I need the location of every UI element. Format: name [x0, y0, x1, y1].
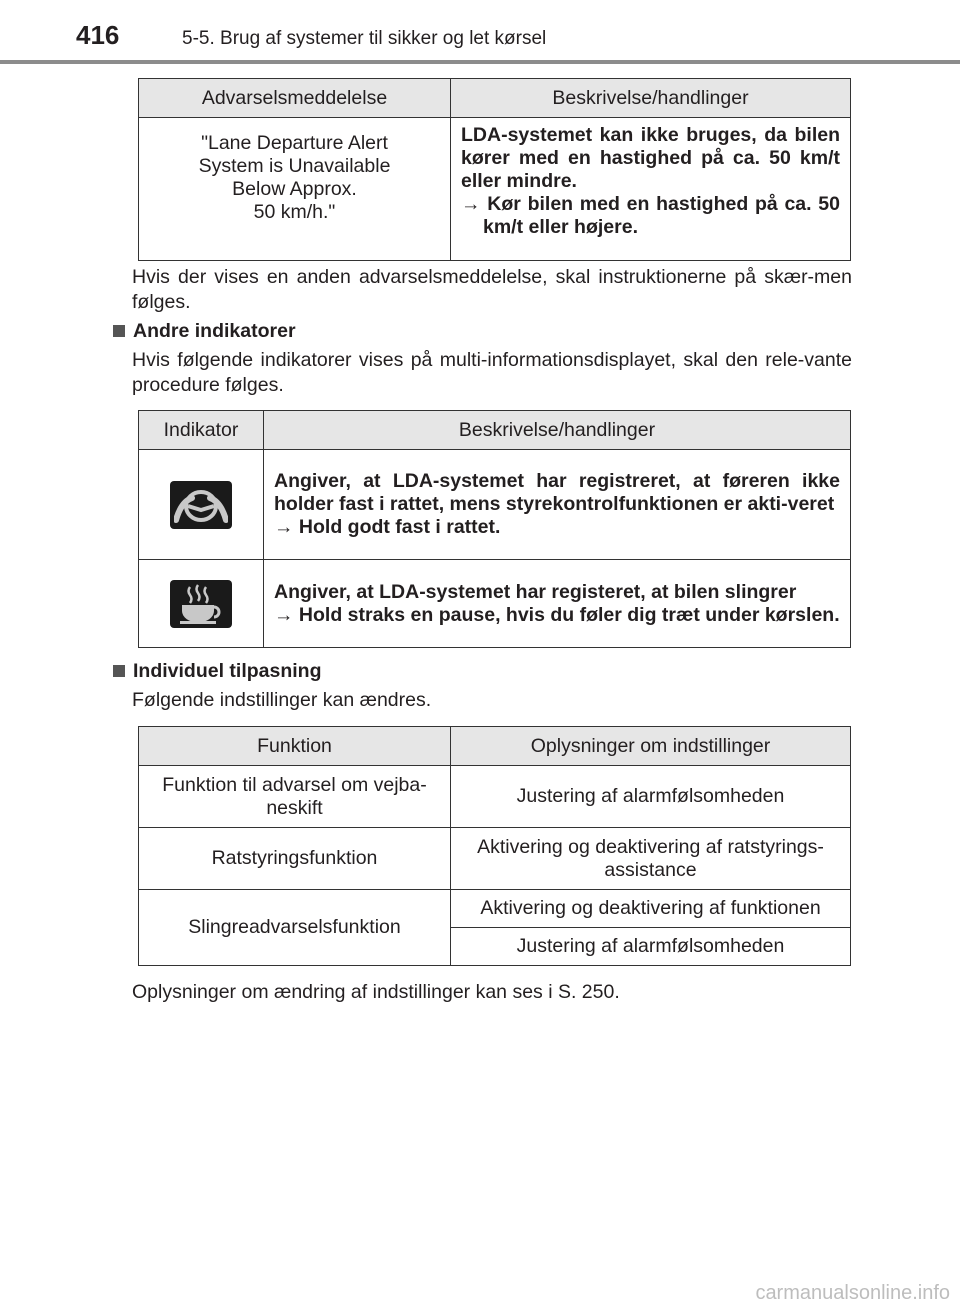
- description-text: Angiver, at LDA-systemet har registeret, at bilen slingrer: [274, 580, 797, 603]
- chapter-title: 5-5. Brug af systemer til sikker og let kørsel: [182, 28, 547, 49]
- action-line: [274, 516, 840, 539]
- col-header-indicator: Indikator: [139, 411, 264, 450]
- setting-line: assistance: [604, 858, 697, 881]
- table-row: [139, 450, 851, 560]
- header-rule: [0, 60, 960, 64]
- function-cell: Ratstyringsfunktion: [139, 828, 451, 890]
- table-row: [139, 890, 851, 928]
- message-line: Below Approx.: [232, 178, 357, 200]
- page-number: 416: [76, 20, 120, 50]
- description-text: LDA-systemet kan ikke bruges, da bilen kører med en hastighed på ca. 50 km/t eller mindre.: [461, 124, 840, 192]
- function-cell: [139, 766, 451, 828]
- action-line: [461, 193, 840, 239]
- action-text: Kør bilen med en hastighed på ca. 50 km/t eller højere.: [483, 193, 840, 238]
- footer-note: Oplysninger om ændring af indstillinger kan ses i S. 250.: [132, 981, 620, 1003]
- page-header: [0, 0, 960, 64]
- col-header-settings: Oplysninger om indstillinger: [451, 727, 851, 766]
- setting-line: Aktivering og deaktivering af ratstyrings-: [477, 835, 824, 858]
- setting-cell: [451, 828, 851, 890]
- square-bullet-icon: [113, 325, 125, 337]
- setting-cell: Justering af alarmfølsomheden: [451, 766, 851, 828]
- arrow-icon: →: [274, 603, 294, 626]
- indicator-description-cell: [264, 560, 851, 648]
- indicators-intro: Hvis følgende indikatorer vises på multi-informationsdisplayet, skal den rele-vante procedure følges.: [132, 349, 852, 396]
- setting-cell: Justering af alarmfølsomheden: [451, 928, 851, 966]
- indicator-icon-cell: [139, 560, 264, 648]
- table-row: [139, 118, 851, 261]
- indicator-table: [138, 410, 851, 648]
- action-text: Hold straks en pause, hvis du føler dig træt under kørslen.: [298, 603, 840, 626]
- function-line: neskift: [266, 796, 323, 819]
- function-line: Funktion til advarsel om vejba-: [162, 773, 427, 796]
- indicator-description-cell: [264, 450, 851, 560]
- message-line: "Lane Departure Alert: [201, 132, 388, 154]
- message-line: System is Unavailable: [198, 155, 391, 177]
- customization-intro: Følgende indstillinger kan ændres.: [132, 689, 432, 711]
- col-header-description: Beskrivelse/handlinger: [264, 411, 851, 450]
- col-header-description: Beskrivelse/handlinger: [451, 79, 851, 118]
- col-header-function: Funktion: [139, 727, 451, 766]
- col-header-warning: Advarselsmeddelelse: [139, 79, 451, 118]
- warning-message-table: [138, 78, 851, 261]
- function-cell: Slingreadvarselsfunktion: [139, 890, 451, 966]
- setting-cell: Aktivering og deaktivering af funktionen: [451, 890, 851, 928]
- table-row: [139, 766, 851, 828]
- message-line: 50 km/h.": [253, 201, 336, 223]
- watermark-text: carmanualsonline.info: [755, 1282, 950, 1304]
- section-heading-customization: [113, 660, 322, 683]
- arrow-icon: →: [461, 193, 481, 215]
- action-line: [274, 604, 840, 627]
- other-warning-text: Hvis der vises en anden advarselsmeddelelse, skal instruktionerne på skær-men følges.: [132, 266, 852, 313]
- warning-message-cell: [139, 118, 451, 261]
- coffee-cup-icon: [170, 580, 232, 628]
- warning-description-cell: [451, 118, 851, 261]
- table-row: [139, 828, 851, 890]
- action-text: Hold godt fast i rattet.: [298, 516, 501, 538]
- indicator-icon-cell: [139, 450, 264, 560]
- function-settings-table: [138, 726, 851, 966]
- section-title: Andre indikatorer: [133, 320, 296, 342]
- arrow-icon: →: [274, 516, 294, 538]
- table-row: [139, 560, 851, 648]
- hands-on-wheel-icon: [170, 481, 232, 529]
- section-title: Individuel tilpasning: [133, 660, 322, 682]
- section-heading-indicators: [113, 320, 296, 343]
- square-bullet-icon: [113, 665, 125, 677]
- description-text: Angiver, at LDA-systemet har registreret, at føreren ikke holder fast i rattet, mens styrekontrolfunktionen er akti-veret: [274, 470, 840, 515]
